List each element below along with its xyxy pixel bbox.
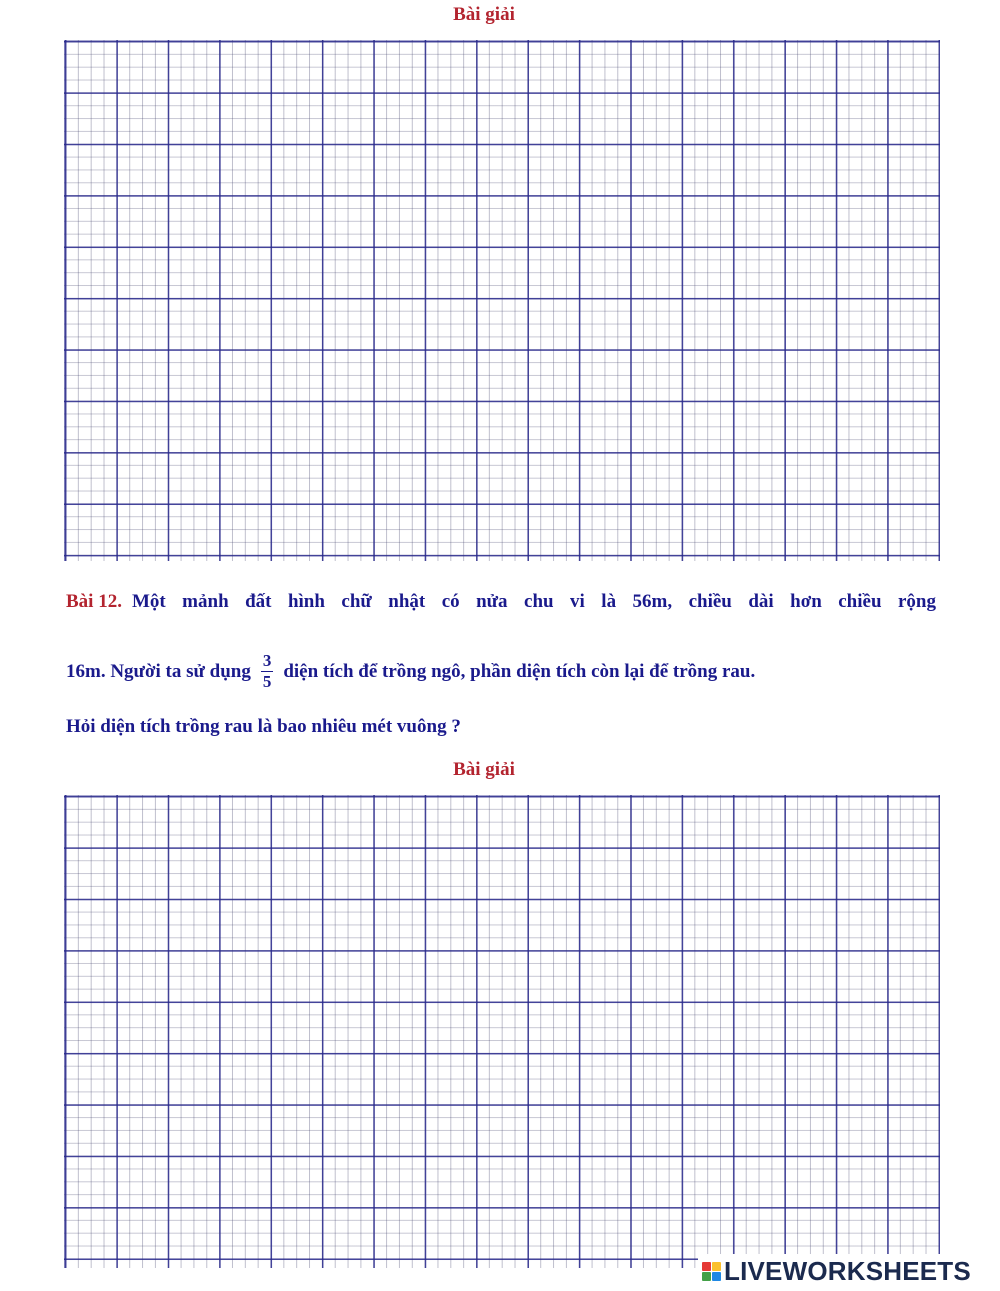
problem-label: Bài 12. [66,591,122,612]
problem-text-line-2-before: 16m. Người ta sử dụng [66,660,251,682]
liveworksheets-watermark [698,1254,975,1289]
answer-grid-top[interactable] [64,40,940,561]
logo-square-2 [712,1262,721,1271]
problem-line-2 [66,651,946,692]
logo-square-4 [712,1272,721,1281]
answer-grid-bottom[interactable] [64,795,940,1268]
problem-text-line-2-after: diện tích để trồng ngô, phần diện tích còn lại để trồng rau. [283,660,756,682]
logo-square-1 [702,1262,711,1271]
problem-line-3: Hỏi diện tích trồng rau là bao nhiêu mét vuông ? [66,716,461,737]
fraction-three-fifths [261,651,274,692]
solution-heading-top: Bài giải [453,4,515,25]
problem-line-1 [66,591,946,613]
fraction-numerator: 3 [262,651,272,670]
solution-heading-bottom: Bài giải [453,759,515,780]
liveworksheets-logo-icon [702,1262,721,1281]
watermark-text: LIVEWORKSHEETS [724,1256,971,1286]
problem-text-line-1: Một mảnh đất hình chữ nhật có nửa chu vi là 56m, chiều dài hơn chiều rộng [131,591,936,612]
fraction-denominator: 5 [262,672,272,691]
logo-square-3 [702,1272,711,1281]
